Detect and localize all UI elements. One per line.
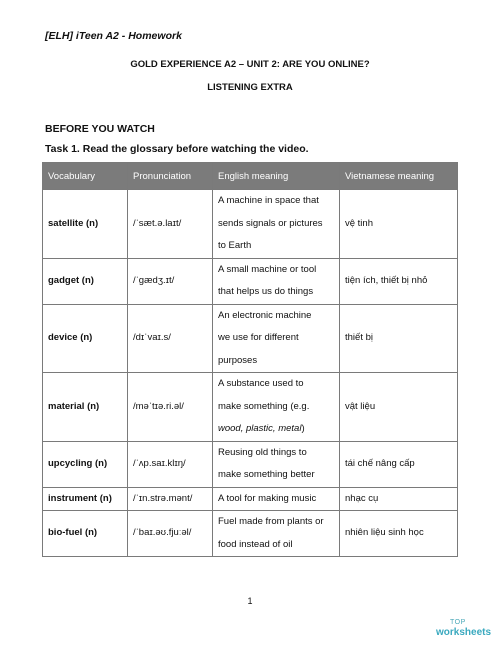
meaning-line: A tool for making music — [218, 492, 317, 504]
column-header-english-meaning: English meaning — [213, 163, 340, 190]
vocab-word: satellite (n) — [43, 190, 128, 259]
logo-main-text: worksheets — [436, 627, 492, 638]
vocab-vietnamese-meaning: vật liệu — [340, 373, 458, 442]
meaning-line: A substance used to — [218, 378, 304, 389]
meaning-line: make something (e.g. — [218, 400, 310, 412]
vocab-english-meaning — [213, 441, 340, 487]
vocab-english-meaning — [213, 258, 340, 304]
meaning-line: that helps us do things — [218, 286, 314, 297]
vocab-english-meaning — [213, 511, 340, 557]
vocab-pronunciation: /dɪˈvaɪ.s/ — [128, 304, 213, 373]
page-number: 1 — [247, 596, 253, 606]
meaning-examples: wood, plastic, metal — [218, 423, 302, 434]
table-row — [43, 487, 458, 511]
meaning-line: purposes — [218, 354, 258, 366]
meaning-line: we use for different — [218, 332, 299, 343]
vocab-pronunciation: /ˈbaɪ.əʊ.fjuːəl/ — [128, 511, 213, 557]
table-row — [43, 511, 458, 557]
meaning-line: Reusing old things to — [218, 446, 307, 458]
vocab-vietnamese-meaning: tiện ích, thiết bị nhỏ — [340, 258, 458, 304]
meaning-line: Fuel made from plants or — [218, 516, 324, 527]
vocab-english-meaning — [213, 190, 340, 259]
vocab-english-meaning — [213, 487, 340, 511]
vocab-vietnamese-meaning: vệ tinh — [340, 190, 458, 259]
vocab-english-meaning — [213, 373, 340, 442]
vocab-vietnamese-meaning: nhạc cụ — [340, 487, 458, 511]
table-row — [43, 258, 458, 304]
meaning-line: A small machine or tool — [218, 263, 317, 275]
column-header-vietnamese-meaning: Vietnamese meaning — [340, 163, 458, 190]
meaning-line: to Earth — [218, 240, 252, 251]
table-row — [43, 190, 458, 259]
meaning-line: A machine in space that — [218, 195, 319, 206]
table-row — [43, 441, 458, 487]
vocab-pronunciation: /ˈsæt.ə.laɪt/ — [128, 190, 213, 259]
table-row — [43, 304, 458, 373]
vocab-pronunciation: /ˈʌp.saɪ.klɪŋ/ — [128, 441, 213, 487]
column-header-pronunciation: Pronunciation — [128, 163, 213, 190]
task-instruction: Task 1. Read the glossary before watching the video. — [45, 143, 309, 155]
vocab-word: material (n) — [43, 373, 128, 442]
topworksheets-logo — [436, 619, 498, 638]
document-subtitle: LISTENING EXTRA — [207, 82, 293, 93]
vocab-word: instrument (n) — [43, 487, 128, 511]
document-title: GOLD EXPERIENCE A2 – UNIT 2: ARE YOU ONLINE? — [130, 59, 370, 70]
vocab-word: gadget (n) — [43, 258, 128, 304]
vocab-word: bio-fuel (n) — [43, 511, 128, 557]
section-heading: BEFORE YOU WATCH — [45, 123, 155, 135]
meaning-line: sends signals or pictures — [218, 217, 323, 229]
meaning-line: An electronic machine — [218, 309, 312, 321]
table-header-row — [43, 163, 458, 190]
vocab-pronunciation: /məˈtɪə.ri.əl/ — [128, 373, 213, 442]
vocab-vietnamese-meaning: thiết bị — [340, 304, 458, 373]
column-header-vocabulary: Vocabulary — [43, 163, 128, 190]
glossary-table — [42, 162, 458, 557]
vocab-vietnamese-meaning: nhiên liệu sinh học — [340, 511, 458, 557]
document-header: [ELH] iTeen A2 - Homework — [45, 30, 182, 42]
logo-top-text: TOP — [450, 619, 466, 626]
vocab-word: device (n) — [43, 304, 128, 373]
vocab-pronunciation: /ˈɪn.strə.mənt/ — [128, 487, 213, 511]
meaning-close-paren: ) — [301, 423, 305, 434]
vocab-vietnamese-meaning: tái chế nâng cấp — [340, 441, 458, 487]
vocab-pronunciation: /ˈɡædʒ.ɪt/ — [128, 258, 213, 304]
meaning-line: make something better — [218, 469, 315, 480]
table-row — [43, 373, 458, 442]
vocab-word: upcycling (n) — [43, 441, 128, 487]
meaning-line: food instead of oil — [218, 538, 293, 550]
vocab-english-meaning — [213, 304, 340, 373]
